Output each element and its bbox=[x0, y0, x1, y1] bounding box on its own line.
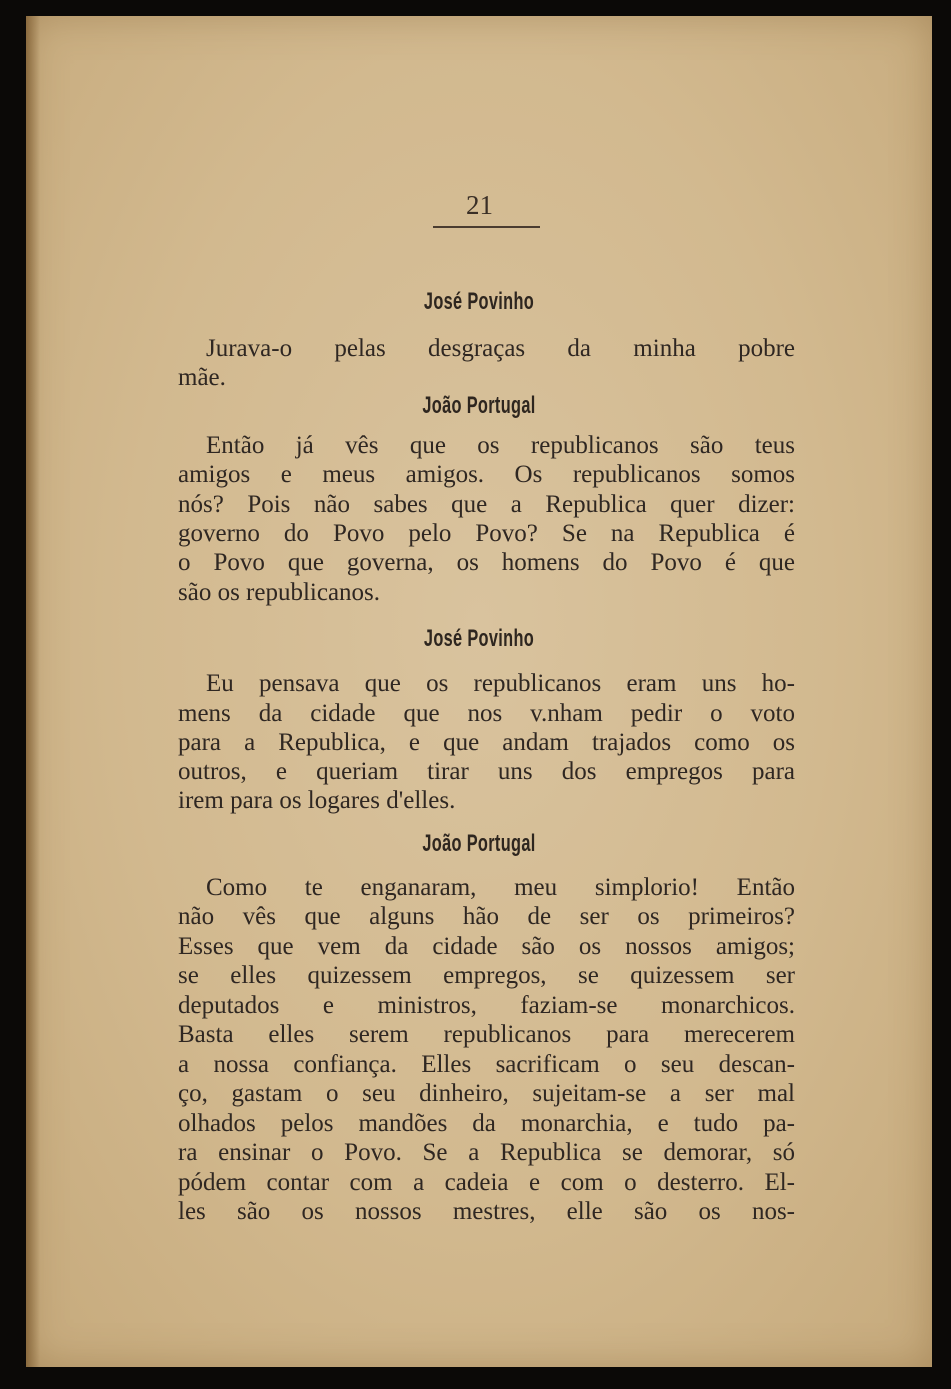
text-line: olhados pelos mandões da monarchia, e tudo pa- bbox=[178, 1110, 795, 1137]
text-line: pódem contar com a cadeia e com o desterro. El- bbox=[178, 1169, 795, 1196]
text-line: não vês que alguns hão de ser os primeiros? bbox=[178, 903, 795, 930]
page-number: 21 bbox=[466, 190, 493, 220]
text-line: mãe. bbox=[178, 364, 226, 391]
text-line: Esses que vem da cidade são os nossos amigos; bbox=[178, 933, 795, 960]
page-number-rule bbox=[433, 226, 540, 228]
text-line: Como te enganaram, meu simplorio! Então bbox=[206, 874, 795, 901]
speaker-name: João Portugal bbox=[422, 830, 536, 857]
book-page bbox=[26, 16, 932, 1367]
text-line: ra ensinar o Povo. Se a Republica se demorar, só bbox=[178, 1139, 795, 1166]
text-line: a nossa confiança. Elles sacrificam o seu descan- bbox=[178, 1051, 795, 1078]
text-line: outros, e queriam tirar uns dos empregos para bbox=[178, 758, 795, 785]
page-gutter bbox=[26, 16, 40, 1367]
text-line: para a Republica, e que andam trajados como os bbox=[178, 729, 795, 756]
speaker-name: José Povinho bbox=[423, 625, 535, 652]
text-line: ço, gastam o seu dinheiro, sujeitam-se a ser mal bbox=[178, 1080, 795, 1107]
text-line: se elles quizessem empregos, se quizessem ser bbox=[178, 962, 795, 989]
text-line: Basta elles serem republicanos para merecerem bbox=[178, 1021, 795, 1048]
text-line: são os republicanos. bbox=[178, 579, 381, 606]
text-line: les são os nossos mestres, elle são os nos- bbox=[178, 1198, 795, 1225]
speaker-name: João Portugal bbox=[422, 392, 536, 419]
text-line: Jurava-o pelas desgraças da minha pobre bbox=[206, 335, 795, 362]
text-line: irem para os logares d'elles. bbox=[178, 787, 456, 814]
text-line: Eu pensava que os republicanos eram uns ho- bbox=[206, 670, 795, 697]
text-line: deputados e ministros, faziam-se monarchicos. bbox=[178, 992, 795, 1019]
text-line: governo do Povo pelo Povo? Se na Republica é bbox=[178, 520, 795, 547]
text-line: o Povo que governa, os homens do Povo é que bbox=[178, 549, 795, 576]
text-line: amigos e meus amigos. Os republicanos somos bbox=[178, 461, 795, 488]
speaker-name: José Povinho bbox=[423, 288, 535, 315]
text-line: mens da cidade que nos v.nham pedir o voto bbox=[178, 700, 795, 727]
text-line: nós? Pois não sabes que a Republica quer dizer: bbox=[178, 491, 795, 518]
text-line: Então já vês que os republicanos são teus bbox=[206, 432, 795, 459]
